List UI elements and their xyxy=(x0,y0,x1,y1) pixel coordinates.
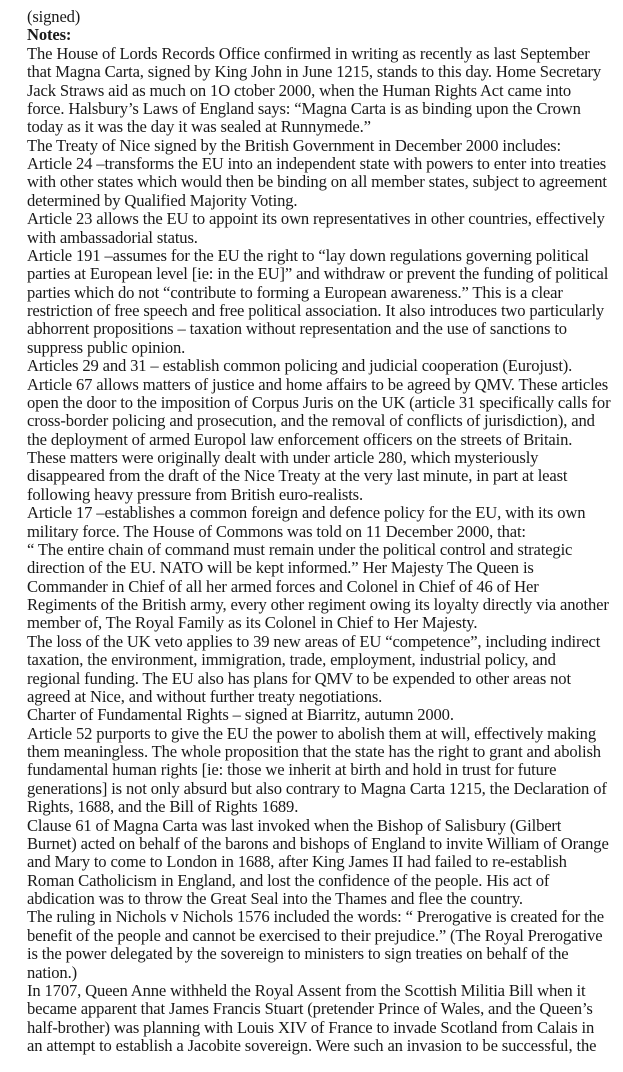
text-line: generations] is not only absurd but also contrary to Magna Carta 1215, the Declaration of xyxy=(27,778,607,798)
text-line: today as it was the day it was sealed at Runnymede.” xyxy=(27,117,371,137)
text-line: became apparent that James Francis Stuart (pretender Prince of Wales, and the Queen’s xyxy=(27,999,593,1019)
text-line: military force. The House of Commons was told on 11 December 2000, that: xyxy=(27,521,526,541)
text-line: regional funding. The EU also has plans for QMV to be expended to other areas not xyxy=(27,668,571,688)
text-line: Article 23 allows the EU to appoint its own representatives in other countries, effectively xyxy=(27,209,605,229)
text-line: taxation, the environment, immigration, trade, employment, industrial policy, and xyxy=(27,650,556,670)
text-line: Article 52 purports to give the EU the power to abolish them at will, effectively making xyxy=(27,723,596,743)
text-line: Articles 29 and 31 – establish common policing and judicial cooperation (Eurojust). xyxy=(27,356,573,376)
text-line: direction of the EU. NATO will be kept informed.” Her Majesty The Queen is xyxy=(27,558,534,578)
text-line: “ The entire chain of command must remain under the political control and strategic xyxy=(27,539,573,559)
text-line: Rights, 1688, and the Bill of Rights 1689. xyxy=(27,797,299,817)
notes-body xyxy=(27,45,623,1056)
text-line: cross-border policing and prosecution, and the removal of conflicts of jurisdiction), and xyxy=(27,411,595,431)
text-line: Article 67 allows matters of justice and home affairs to be agreed by QMV. These articles xyxy=(27,374,609,394)
text-line: Roman Catholicism in England, and lost the confidence of the people. His act of xyxy=(27,870,550,890)
signature-text: (signed) xyxy=(27,7,81,26)
text-line: the deployment of armed Europol law enforcement officers on the streets of Britain. xyxy=(27,429,573,449)
text-line: parties which do not “contribute to forming a European awareness.” This is a clear xyxy=(27,282,563,302)
text-line: following heavy pressure from British euro-realists. xyxy=(27,484,363,504)
text-line: determined by Qualified Majority Voting. xyxy=(27,190,298,210)
text-line: an attempt to establish a Jacobite sovereign. Were such an invasion to be successful, the xyxy=(27,1036,597,1055)
text-line: The Treaty of Nice signed by the British Government in December 2000 includes: xyxy=(27,135,561,155)
text-line: fundamental human rights [ie: those we inherit at birth and hold in trust for future xyxy=(27,760,557,780)
text-line: force. Halsbury’s Laws of England says: “Magna Carta is as binding upon the Crown xyxy=(27,98,581,118)
text-line: them meaningless. The whole proposition that the state has the right to grant and abolish xyxy=(27,742,601,761)
text-line: is the power delegated by the sovereign to ministers to sign treaties on behalf of the xyxy=(27,944,569,964)
text-line: parties at European level [ie: in the EU]” and withdraw or prevent the funding of political xyxy=(27,264,609,284)
text-line: Article 191 –assumes for the EU the right to “lay down regulations governing political xyxy=(27,245,589,265)
text-line: with other states which would then be binding on all member states, subject to agreement xyxy=(27,172,607,192)
text-line: Article 17 –establishes a common foreign and defence policy for the EU, with its own xyxy=(27,503,586,523)
text-line: suppress public opinion. xyxy=(27,337,186,357)
text-line: restriction of free speech and free political association. It also introduces two particularly xyxy=(27,301,605,320)
text-line: benefit of the people and cannot be exercised to their prejudice.” (The Royal Prerogative xyxy=(27,925,603,945)
text-line: member of, The Royal Family as its Colonel in Chief to Her Majesty. xyxy=(27,613,478,633)
text-line: half-brother) was planning with Louis XIV of France to invade Scotland from Calais in xyxy=(27,1017,595,1037)
text-line: Clause 61 of Magna Carta was last invoked when the Bishop of Salisbury (Gilbert xyxy=(27,815,562,835)
text-line: Charter of Fundamental Rights – signed at Biarritz, autumn 2000. xyxy=(27,705,454,725)
notes-heading: Notes: xyxy=(27,25,72,45)
text-line: and Mary to come to London in 1688, after King James II had failed to re-establish xyxy=(27,852,567,872)
text-line: Regiments of the British army, every other regiment owing its loyalty directly via another xyxy=(27,595,609,614)
text-line: Jack Straws aid as much on 1O ctober 2000, when the Human Rights Act came into xyxy=(27,80,572,100)
text-line: The House of Lords Records Office confirmed in writing as recently as last September xyxy=(27,43,590,63)
text-line: disappeared from the draft of the Nice Treaty at the very last minute, in part at least xyxy=(27,466,568,486)
text-line: that Magna Carta, signed by King John in June 1215, stands to this day. Home Secretary xyxy=(27,62,602,82)
text-line: The loss of the UK veto applies to 39 new areas of EU “competence”, including indirect xyxy=(27,631,601,651)
text-line: The ruling in Nichols v Nichols 1576 included the words: “ Prerogative is created for the xyxy=(27,907,604,927)
text-line: with ambassadorial status. xyxy=(27,227,198,247)
text-line: These matters were originally dealt with under article 280, which mysteriously xyxy=(27,448,539,467)
text-line: nation.) xyxy=(27,962,77,982)
text-line: In 1707, Queen Anne withheld the Royal Assent from the Scottish Militia Bill when it xyxy=(27,980,586,1000)
text-line: abdication was to throw the Great Seal into the Thames and flee the country. xyxy=(27,889,523,908)
text-line: Commander in Chief of all her armed forces and Colonel in Chief of 46 of Her xyxy=(27,576,539,596)
text-line: Article 24 –transforms the EU into an independent state with powers to enter into treaties xyxy=(27,154,607,173)
text-line: abhorrent propositions – taxation without representation and the use of sanctions to xyxy=(27,319,567,339)
text-line: agreed at Nice, and without further treaty negotiations. xyxy=(27,686,383,706)
text-line: Burnet) acted on behalf of the barons and bishops of England to invite William of Orange xyxy=(27,833,609,853)
text-line: open the door to the imposition of Corpus Juris on the UK (article 31 specifically calls for xyxy=(27,392,611,412)
